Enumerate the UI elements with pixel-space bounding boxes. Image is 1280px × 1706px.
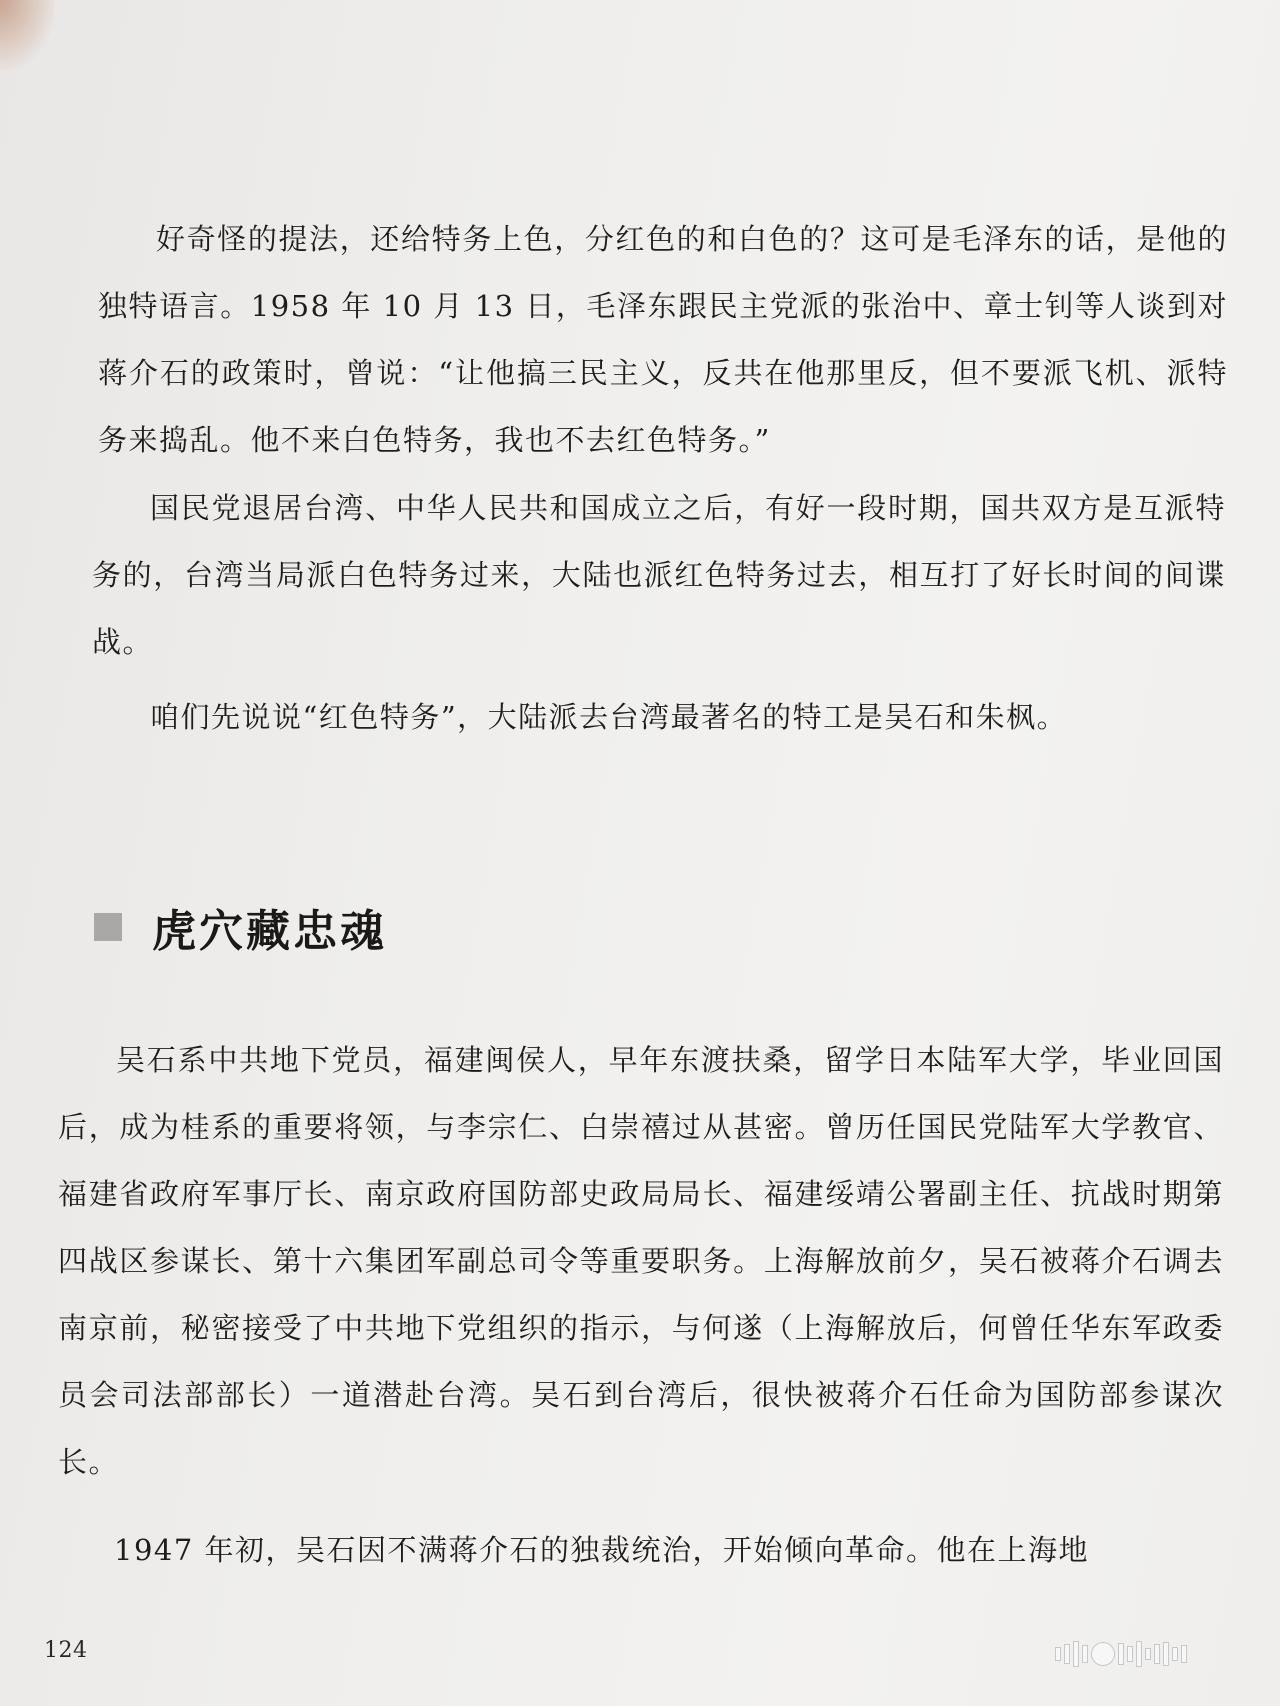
heading-square-icon — [94, 913, 122, 941]
paragraph-1: 好奇怪的提法，还给特务上色，分红色的和白色的？这可是毛泽东的话，是他的独特语言。1958 年 10 月 13 日，毛泽东跟民主党派的张治中、章士钊等人谈到对蒋介石的政策时，曾说：“让他搞三民主义，反共在他那里反，但不要派飞机、派特务来捣乱。他不来白色特务，我也不去红色特务。” — [98, 222, 1228, 457]
section-heading-text: 虎穴藏忠魂 — [152, 906, 387, 957]
watermark-logo — [1055, 1639, 1245, 1669]
paragraph-3: 咱们先说说“红色特务”，大陆派去台湾最著名的特工是吴石和朱枫。 — [150, 700, 1068, 734]
paragraph-2: 国民党退居台湾、中华人民共和国成立之后，有好一段时期，国共双方是互派特务的，台湾当局派白色特务过来，大陆也派红色特务过去，相互打了好长时间的间谍战。 — [92, 491, 1226, 659]
paragraph-5: 1947 年初，吴石因不满蒋介石的独裁统治，开始倾向革命。他在上海地 — [114, 1533, 1090, 1567]
section-heading — [94, 895, 387, 959]
paragraph-4: 吴石系中共地下党员，福建闽侯人，早年东渡扶桑，留学日本陆军大学，毕业回国后，成为桂系的重要将领，与李宗仁、白崇禧过从甚密。曾历任国民党陆军大学教官、福建省政府军事厅长、南京政府国防部史政局局长、福建绥靖公署副主任、抗战时期第四战区参谋长、第十六集团军副总司令等重要职务。上海解放前夕，吴石被蒋介石调去南京前，秘密接受了中共地下党组织的指示，与何遂（上海解放后，何曾任华东军政委员会司法部部长）一道潜赴台湾。吴石到台湾后，很快被蒋介石任命为国防部参谋次长。 — [58, 1043, 1224, 1479]
page-number: 124 — [44, 1638, 88, 1663]
